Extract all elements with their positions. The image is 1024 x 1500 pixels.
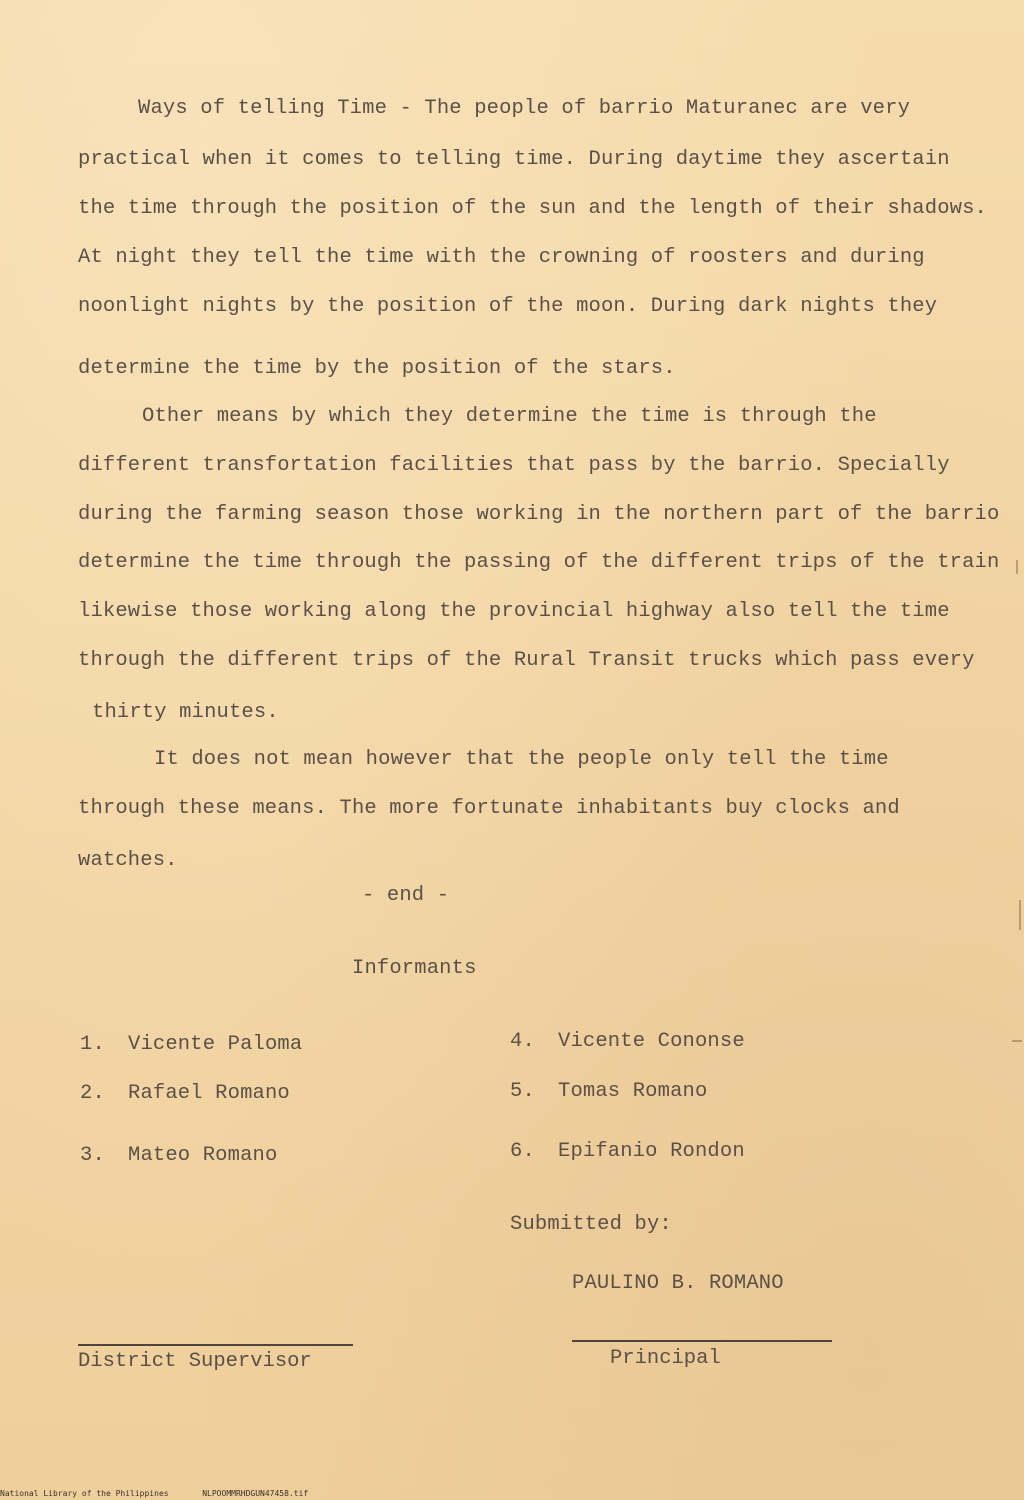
signature-right-label: Principal <box>610 1347 721 1370</box>
text-line: thirty minutes. <box>92 701 279 724</box>
signature-line-left <box>78 1344 353 1346</box>
text-line: At night they tell the time with the crowning of roosters and during <box>78 246 925 269</box>
text-line: during the farming season those working in the northern part of the barrio <box>78 503 1000 526</box>
footer-file-id: NLPOOMMRHDGUN47458.tif <box>202 1489 309 1498</box>
signature-left-label: District Supervisor <box>78 1350 312 1373</box>
informant-name: Mateo Romano <box>128 1144 278 1167</box>
paper-speck <box>1019 900 1021 930</box>
informant-number: 4. <box>510 1030 535 1053</box>
informant-name: Vicente Paloma <box>128 1033 303 1056</box>
submitter-name: PAULINO B. ROMANO <box>572 1272 784 1295</box>
text-line: likewise those working along the provincial highway also tell the time <box>78 600 950 623</box>
informant-number: 1. <box>80 1033 105 1056</box>
informant-number: 5. <box>510 1080 535 1103</box>
informant-number: 2. <box>80 1082 105 1105</box>
text-line: It does not mean however that the people only tell the time <box>154 748 889 771</box>
text-line: noonlight nights by the position of the moon. During dark nights they <box>78 295 938 318</box>
text-line: through the different trips of the Rural Transit trucks which pass every <box>78 649 975 672</box>
text-line: practical when it comes to telling time. During daytime they ascertain <box>78 148 950 171</box>
scan-footer <box>0 1489 308 1499</box>
text-line: Other means by which they determine the time is through the <box>142 405 877 428</box>
informant-name: Vicente Cononse <box>558 1030 745 1053</box>
informants-heading: Informants <box>352 957 477 980</box>
signature-line-right <box>572 1340 832 1342</box>
paper-speck <box>1016 560 1018 574</box>
footer-library: National Library of the Philippines <box>0 1489 169 1498</box>
paper-speck <box>1012 1040 1022 1042</box>
informant-name: Tomas Romano <box>558 1080 708 1103</box>
submitted-by-label: Submitted by: <box>510 1213 672 1236</box>
text-line: the time through the position of the sun and the length of their shadows. <box>78 197 987 220</box>
end-mark: - end - <box>362 884 450 907</box>
informant-name: Rafael Romano <box>128 1082 290 1105</box>
text-line: Ways of telling Time - The people of barrio Maturanec are very <box>138 97 911 120</box>
text-line: different transfortation facilities that pass by the barrio. Specially <box>78 454 950 477</box>
informant-name: Epifanio Rondon <box>558 1140 745 1163</box>
text-line: determine the time by the position of the stars. <box>78 357 676 380</box>
text-line: watches. <box>78 849 178 872</box>
text-line: through these means. The more fortunate inhabitants buy clocks and <box>78 797 900 820</box>
informant-number: 6. <box>510 1140 535 1163</box>
text-line: determine the time through the passing of the different trips of the train <box>78 551 1000 574</box>
informant-number: 3. <box>80 1144 105 1167</box>
